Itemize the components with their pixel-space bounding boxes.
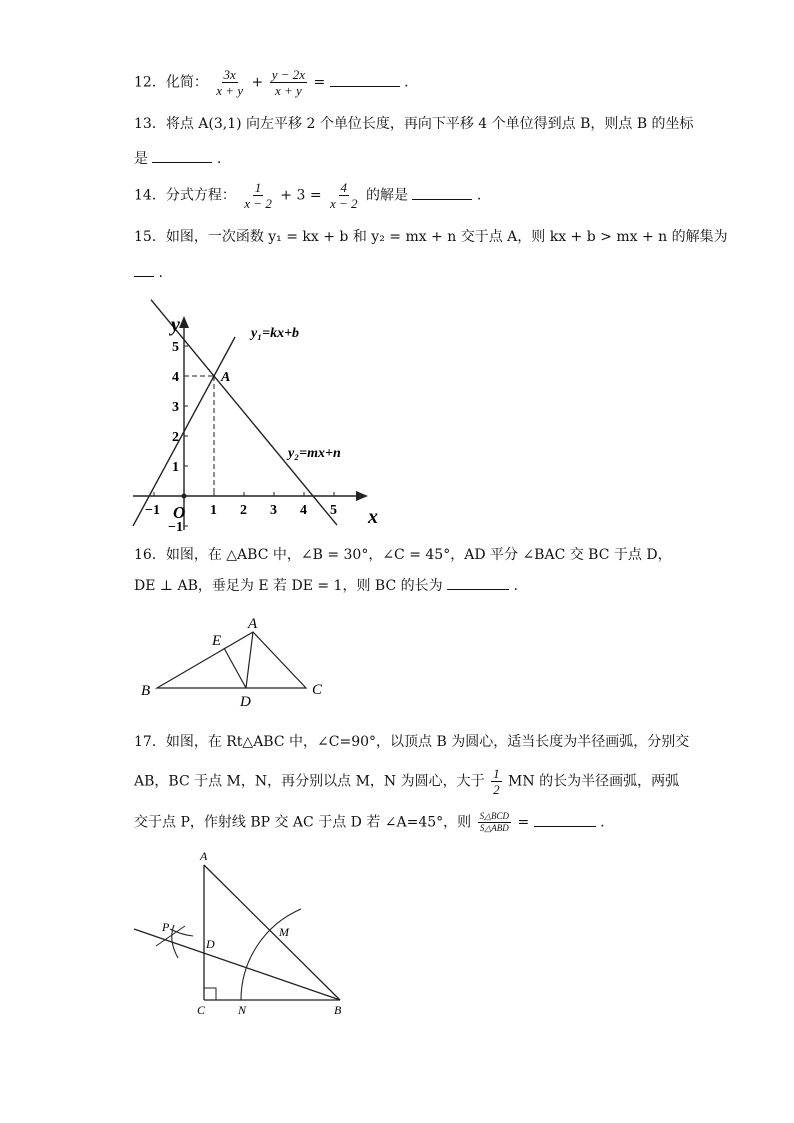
q13-line1: 13．将点 A(3,1) 向左平移 2 个单位长度，再向下平移 4 个单位得到点 B，则点 B 的坐标 [134, 116, 694, 132]
arc-from-n [172, 925, 178, 958]
q13-line2: 是 [134, 151, 148, 167]
arc-from-m [170, 929, 193, 936]
q15-text: 15．如图，一次函数 y₁ = kx + b 和 y₂ = mx + n 交于点 A，则 kx + b > mx + n 的解集为 [134, 229, 728, 245]
label-e: E [212, 633, 222, 649]
label-a: A [248, 616, 258, 632]
question-13-cont: 是 . [134, 151, 222, 167]
label-b: B [334, 1003, 342, 1017]
q12-fraction-2: $\frac{y - 2x}{x + y}$ [271, 67, 306, 98]
label-a: A [200, 849, 208, 863]
q14-fraction-1: $\frac{1}{x - 2}$ [244, 180, 272, 211]
question-16-cont: DE ⊥ AB，垂足为 E 若 DE = 1，则 BC 的长为 . [134, 578, 518, 594]
y-tick-label: 5 [172, 340, 179, 355]
y-tick-label: 3 [172, 400, 179, 415]
q12-fraction-1: $\frac{3x}{x + y}$ [216, 67, 244, 98]
right-angle-mark [204, 988, 216, 1000]
label-m: M [279, 925, 289, 939]
q12-number: 12．化简： [134, 74, 208, 91]
arc-mn [241, 909, 301, 1000]
question-15-cont: . [134, 263, 163, 283]
label-d: D [206, 937, 215, 951]
x-tick-label: 3 [270, 503, 277, 518]
x-tick-label: 4 [300, 503, 307, 518]
question-17-cont1: AB，BC 于点 M，N，再分别以点 M，N 为圆心，大于 $\frac{1}{2}$ MN 的长为半径画弧，两弧 [134, 766, 680, 797]
x-tick-label: 1 [210, 503, 217, 518]
q16-line2: DE ⊥ AB，垂足为 E 若 DE = 1，则 BC 的长为 [134, 578, 443, 594]
x-tick-label: 5 [330, 503, 337, 518]
label-b: B [141, 683, 151, 699]
q14-fraction-2: $\frac{4}{x - 2}$ [330, 180, 358, 211]
label-n: N [238, 1003, 247, 1017]
label-d: D [240, 694, 251, 710]
y-tick-label: 2 [172, 430, 179, 445]
y-tick-label: −1 [168, 520, 183, 535]
question-14: 14．分式方程： $\frac{1}{x - 2}$ + 3 = $\frac{4}{x - 2}$ 的解是 . [134, 180, 482, 211]
point-a-label: A [221, 370, 231, 385]
label-p: P [162, 920, 170, 934]
question-12: 12．化简： $\frac{3x}{x + y}$ + $\frac{y - 2x}{x + y}$ = . [134, 67, 409, 98]
y-axis-label: y [171, 314, 180, 336]
label-c: C [312, 682, 323, 698]
question-17-cont2: 交于点 P，作射线 BP 交 AC 于点 D 若 ∠A=45°，则 $\frac{\text{S△BCD}}{\text{S△ABD}}$ = . [134, 811, 605, 833]
line2-label: y₂=mx+n [288, 446, 341, 461]
side-ab [204, 865, 340, 1000]
label-c: C [197, 1003, 206, 1017]
y-tick-label: 4 [172, 370, 179, 385]
area-ratio: $\frac{\text{S△BCD}}{\text{S△ABD}}$ [479, 811, 510, 833]
half-fraction: $\frac{1}{2}$ [493, 766, 500, 797]
q16-line1: 16．如图，在 △ABC 中，∠B = 30°，∠C = 45°，AD 平分 ∠BAC 交 BC 于点 D， [134, 547, 672, 563]
y-tick-label: 1 [172, 460, 179, 475]
q17-line1: 17．如图，在 Rt△ABC 中，∠C=90°，以顶点 B 为圆心，适当长度为半径画弧，分别交 [134, 734, 690, 750]
origin-label: O [173, 503, 186, 522]
x-tick-label: −1 [145, 503, 160, 518]
x-tick-label: 2 [240, 503, 247, 518]
line1-label: y₁=kx+b [251, 326, 300, 341]
x-axis-label: x [368, 506, 378, 528]
